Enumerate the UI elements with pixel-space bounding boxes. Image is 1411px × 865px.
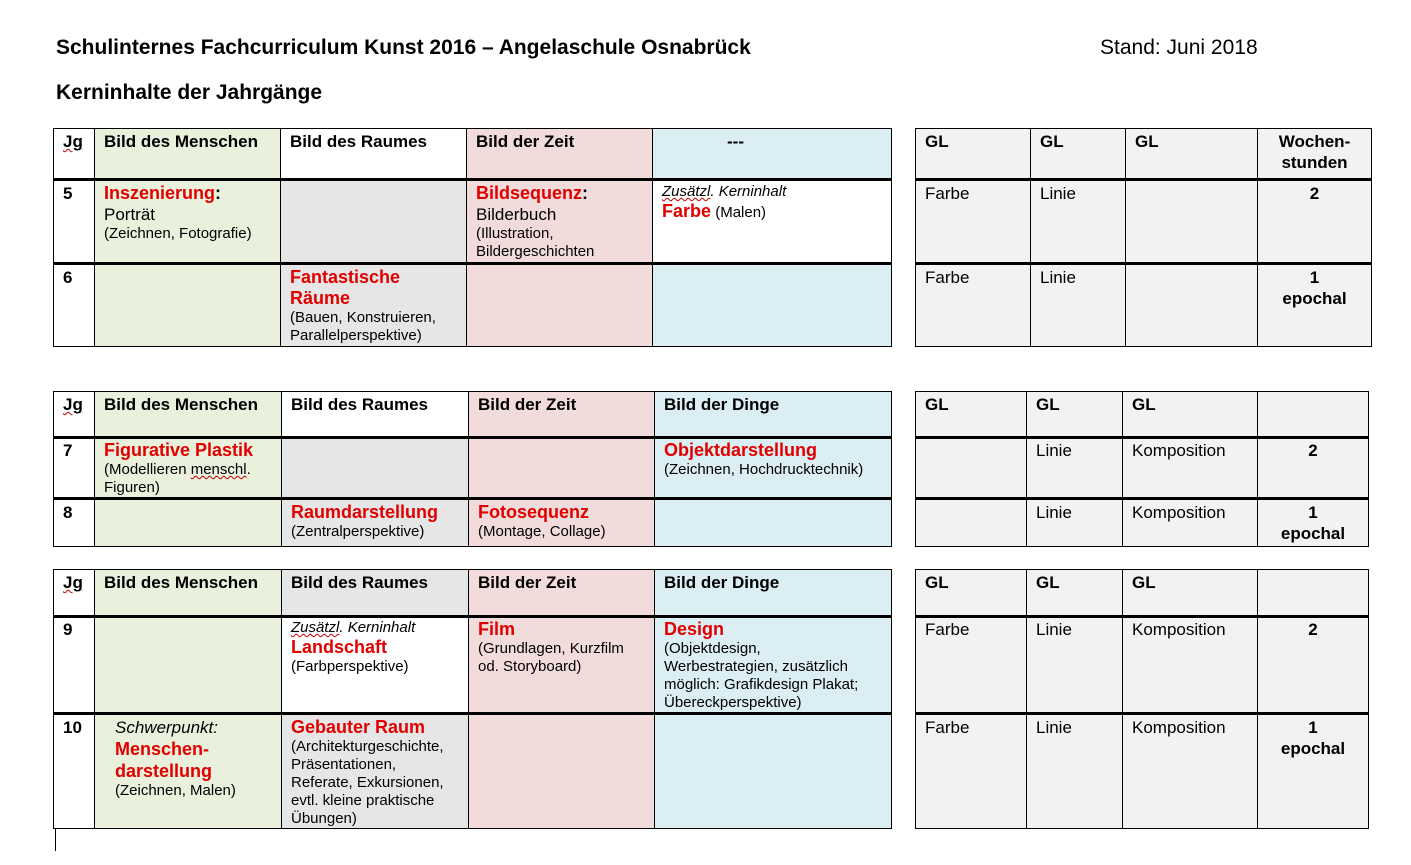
row-jg-7: 7 bbox=[53, 437, 95, 500]
header-divider bbox=[53, 436, 892, 439]
cell-5-menschen: Inszenierung: Porträt (Zeichnen, Fotografie) bbox=[94, 180, 281, 265]
header-gl-2: GL bbox=[1030, 128, 1126, 181]
header-bild-des-menschen: Bild des Menschen bbox=[94, 569, 282, 617]
cell-6-gl-3 bbox=[1125, 264, 1258, 347]
cell-6-wochenstunden: 1 epochal bbox=[1257, 264, 1372, 347]
cell-5-wochenstunden: 2 bbox=[1257, 180, 1372, 265]
cell-8-gl-2: Linie bbox=[1026, 499, 1123, 547]
cell-7-gl-3: Komposition bbox=[1122, 437, 1258, 500]
cell-6-dinge bbox=[652, 264, 892, 347]
row-jg-9: 9 bbox=[53, 616, 95, 715]
header-wochenstunden bbox=[1257, 391, 1369, 438]
cell-5-gl-3 bbox=[1125, 180, 1258, 265]
header-wochenstunden: Wochen- stunden bbox=[1257, 128, 1372, 181]
cell-8-menschen bbox=[94, 499, 282, 547]
cell-10-gl-3: Komposition bbox=[1122, 714, 1258, 829]
cell-9-gl-1: Farbe bbox=[915, 616, 1027, 715]
header-bild-der-zeit: Bild der Zeit bbox=[468, 569, 655, 617]
header-bild-des-menschen: Bild des Menschen bbox=[94, 391, 282, 438]
cell-8-gl-1 bbox=[915, 499, 1027, 547]
cell-9-gl-3: Komposition bbox=[1122, 616, 1258, 715]
header-placeholder: --- bbox=[652, 128, 892, 181]
cell-6-raumes: Fantastische Räume (Bauen, Konstruieren, Parallelperspektive) bbox=[280, 264, 467, 347]
cell-10-gl-1: Farbe bbox=[915, 714, 1027, 829]
document-title: Schulinternes Fachcurriculum Kunst 2016 – Angelaschule Osnabrück bbox=[56, 36, 751, 59]
header-gl-1: GL bbox=[915, 569, 1027, 617]
header-divider bbox=[915, 436, 1369, 439]
cell-7-wochenstunden: 2 bbox=[1257, 437, 1369, 500]
cell-10-menschen: Schwerpunkt: Menschen- darstellung (Zeichnen, Malen) bbox=[94, 714, 282, 829]
cell-8-zeit: Fotosequenz (Montage, Collage) bbox=[468, 499, 655, 547]
header-jg: Jg bbox=[53, 391, 95, 438]
row-divider bbox=[915, 712, 1369, 715]
header-gl-3: GL bbox=[1122, 569, 1258, 617]
header-gl-1: GL bbox=[915, 128, 1031, 181]
header-wochenstunden bbox=[1257, 569, 1369, 617]
header-bild-des-raumes: Bild des Raumes bbox=[280, 128, 467, 181]
header-bild-des-raumes: Bild des Raumes bbox=[281, 569, 469, 617]
cell-9-wochenstunden: 2 bbox=[1257, 616, 1369, 715]
cell-5-gl-1: Farbe bbox=[915, 180, 1031, 265]
header-divider bbox=[915, 178, 1372, 181]
cell-8-raumes: Raumdarstellung (Zentralperspektive) bbox=[281, 499, 469, 547]
row-jg-8: 8 bbox=[53, 499, 95, 547]
header-bild-des-menschen: Bild des Menschen bbox=[94, 128, 281, 181]
header-bild-der-zeit: Bild der Zeit bbox=[468, 391, 655, 438]
row-jg-10: 10 bbox=[53, 714, 95, 829]
header-bild-des-raumes: Bild des Raumes bbox=[281, 391, 469, 438]
cell-6-gl-1: Farbe bbox=[915, 264, 1031, 347]
cell-5-raumes bbox=[280, 180, 467, 265]
header-divider bbox=[915, 615, 1369, 618]
cell-9-dinge: Design (Objektdesign, Werbestrategien, zusätzlich möglich: Grafikdesign Plakat; Übereckperspektive) bbox=[654, 616, 892, 715]
cell-9-raumes: Zusätzl. Kerninhalt Landschaft (Farbperspektive) bbox=[281, 616, 469, 715]
cell-7-dinge: Objektdarstellung (Zeichnen, Hochdrucktechnik) bbox=[654, 437, 892, 500]
header-gl-3: GL bbox=[1122, 391, 1258, 438]
section-title: Kerninhalte der Jahrgänge bbox=[56, 81, 323, 104]
cell-8-dinge bbox=[654, 499, 892, 547]
cell-5-zeit: Bildsequenz: Bilderbuch (Illustration, Bildergeschichten bbox=[466, 180, 653, 265]
cell-10-dinge bbox=[654, 714, 892, 829]
header-gl-2: GL bbox=[1026, 391, 1123, 438]
cell-10-wochenstunden: 1 epochal bbox=[1257, 714, 1369, 829]
cell-9-zeit: Film (Grundlagen, Kurzfilm od. Storyboard) bbox=[468, 616, 655, 715]
cell-7-gl-1 bbox=[915, 437, 1027, 500]
cell-5-dinge: Zusätzl. Kerninhalt Farbe (Malen) bbox=[652, 180, 892, 265]
row-divider bbox=[53, 262, 892, 265]
header-gl-1: GL bbox=[915, 391, 1027, 438]
cell-10-gl-2: Linie bbox=[1026, 714, 1123, 829]
row-divider bbox=[53, 497, 892, 500]
row-jg-5: 5 bbox=[53, 180, 95, 265]
cell-7-menschen: Figurative Plastik (Modellieren menschl. Figuren) bbox=[94, 437, 282, 500]
header-bild-der-dinge: Bild der Dinge bbox=[654, 569, 892, 617]
header-gl-2: GL bbox=[1026, 569, 1123, 617]
header-divider bbox=[53, 178, 892, 181]
header-bild-der-dinge: Bild der Dinge bbox=[654, 391, 892, 438]
header-gl-3: GL bbox=[1125, 128, 1258, 181]
row-divider bbox=[915, 262, 1372, 265]
cell-8-wochenstunden: 1 epochal bbox=[1257, 499, 1369, 547]
header-jg: Jg bbox=[53, 128, 95, 181]
row-jg-6: 6 bbox=[53, 264, 95, 347]
cell-6-menschen bbox=[94, 264, 281, 347]
document-date: Stand: Juni 2018 bbox=[1100, 36, 1258, 59]
cell-10-raumes: Gebauter Raum (Architekturgeschichte, Präsentationen, Referate, Exkursionen, evtl. kleine praktische Übungen) bbox=[281, 714, 469, 829]
cell-8-gl-3: Komposition bbox=[1122, 499, 1258, 547]
cell-5-gl-2: Linie bbox=[1030, 180, 1126, 265]
row-divider bbox=[53, 712, 892, 715]
cell-7-raumes bbox=[281, 437, 469, 500]
cell-6-zeit bbox=[466, 264, 653, 347]
row-divider bbox=[915, 497, 1369, 500]
cell-9-gl-2: Linie bbox=[1026, 616, 1123, 715]
header-bild-der-zeit: Bild der Zeit bbox=[466, 128, 653, 181]
cell-7-gl-2: Linie bbox=[1026, 437, 1123, 500]
cell-6-gl-2: Linie bbox=[1030, 264, 1126, 347]
cell-10-zeit bbox=[468, 714, 655, 829]
header-jg: Jg bbox=[53, 569, 95, 617]
header-divider bbox=[53, 615, 892, 618]
cell-7-zeit bbox=[468, 437, 655, 500]
text-cursor-line bbox=[55, 829, 56, 851]
cell-9-menschen bbox=[94, 616, 282, 715]
